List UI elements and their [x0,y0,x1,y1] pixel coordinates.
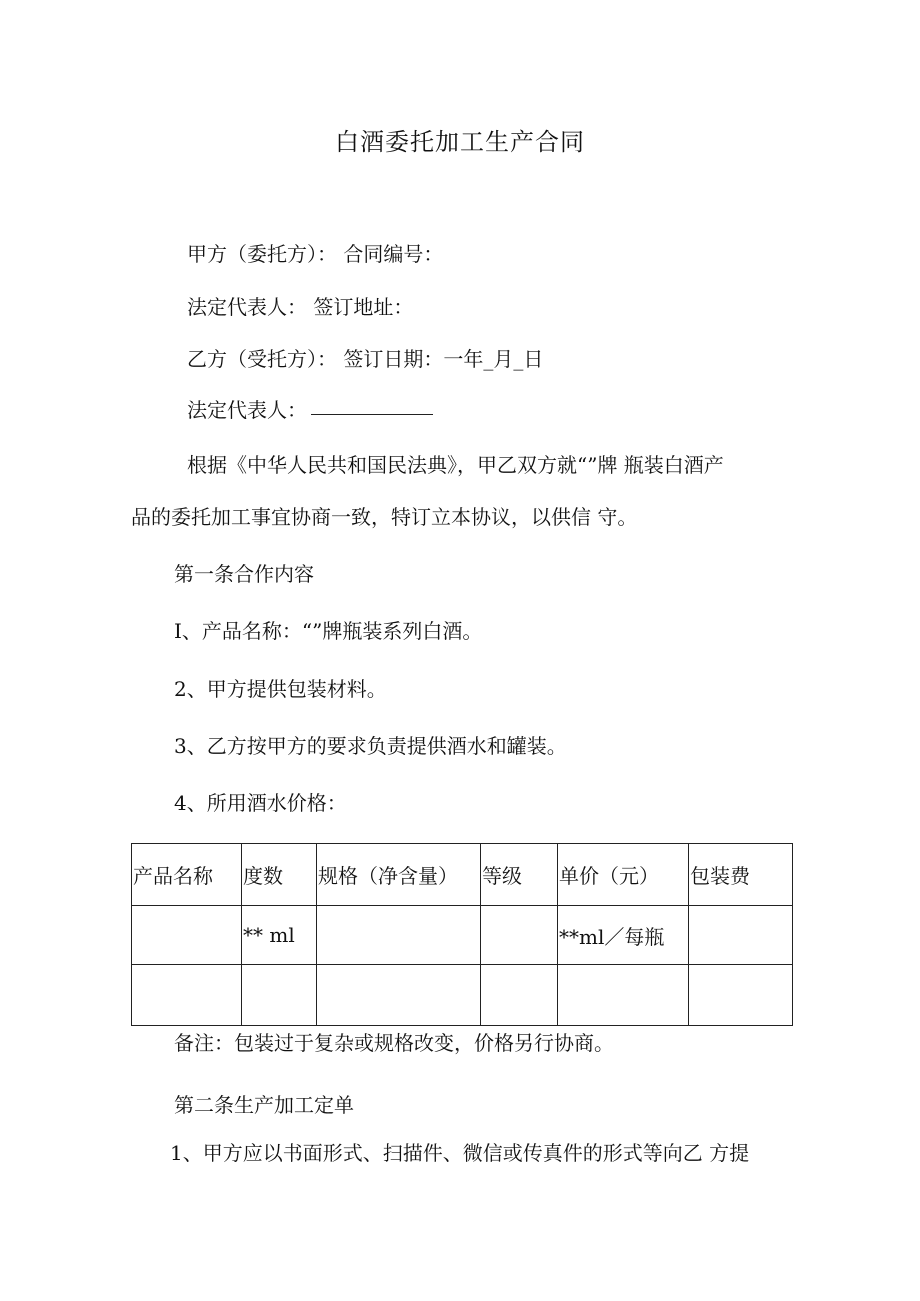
article-2-item-1: 1、甲方应以书面形式、扫描件、微信或传真件的形式等向乙 方提 [170,1141,750,1165]
table-cell [242,965,317,1026]
table-header-row [132,844,793,906]
table-header-cell: 产品名称 [132,844,242,906]
table-cell [317,965,481,1026]
signature-blank [311,414,433,415]
article-1-item-3: 3、乙方按甲方的要求负责提供酒水和罐装。 [174,734,567,758]
document-title: 白酒委托加工生产合同 [335,128,585,156]
table-cell [481,906,558,965]
table-header-cell: 包装费 [689,844,793,906]
table-row [132,965,793,1026]
legal-rep-b-label: 法定代表人： [187,398,307,422]
table-note: 备注：包装过于复杂或规格改变，价格另行协商。 [174,1031,614,1055]
price-table [131,843,793,1026]
table-cell [481,965,558,1026]
table-cell [132,906,242,965]
party-b-line: 乙方（受托方）： 签订日期：一年_月_日 [187,347,544,371]
table-cell: **ml／每瓶 [558,906,689,965]
article-1-item-4: 4、所用酒水价格： [174,791,347,815]
table-header-cell: 规格（净含量） [317,844,481,906]
preamble-line-2: 品的委托加工事宜协商一致，特订立本协议，以供信 守。 [131,505,638,529]
preamble-line-1: 根据《中华人民共和国民法典》，甲乙双方就“”牌 瓶装白酒产 [187,453,724,477]
table-cell [689,906,793,965]
legal-rep-b-line [187,400,433,420]
article-1-item-1: I、产品名称：“”牌瓶装系列白酒。 [174,619,483,643]
table-header-cell: 度数 [242,844,317,906]
article-2-title: 第二条生产加工定单 [174,1093,354,1117]
article-1-item-2: 2、甲方提供包装材料。 [174,677,387,701]
table-row [132,906,793,965]
table-header-cell: 单价（元） [558,844,689,906]
table-header-cell: 等级 [481,844,558,906]
party-a-line: 甲方（委托方）： 合同编号： [187,242,444,266]
article-1-title: 第一条合作内容 [174,562,314,586]
table-cell [689,965,793,1026]
legal-rep-a-line: 法定代表人： 签订地址： [187,295,414,319]
table-cell: ** ml [242,906,317,965]
table-cell [317,906,481,965]
table-cell [558,965,689,1026]
table-cell [132,965,242,1026]
